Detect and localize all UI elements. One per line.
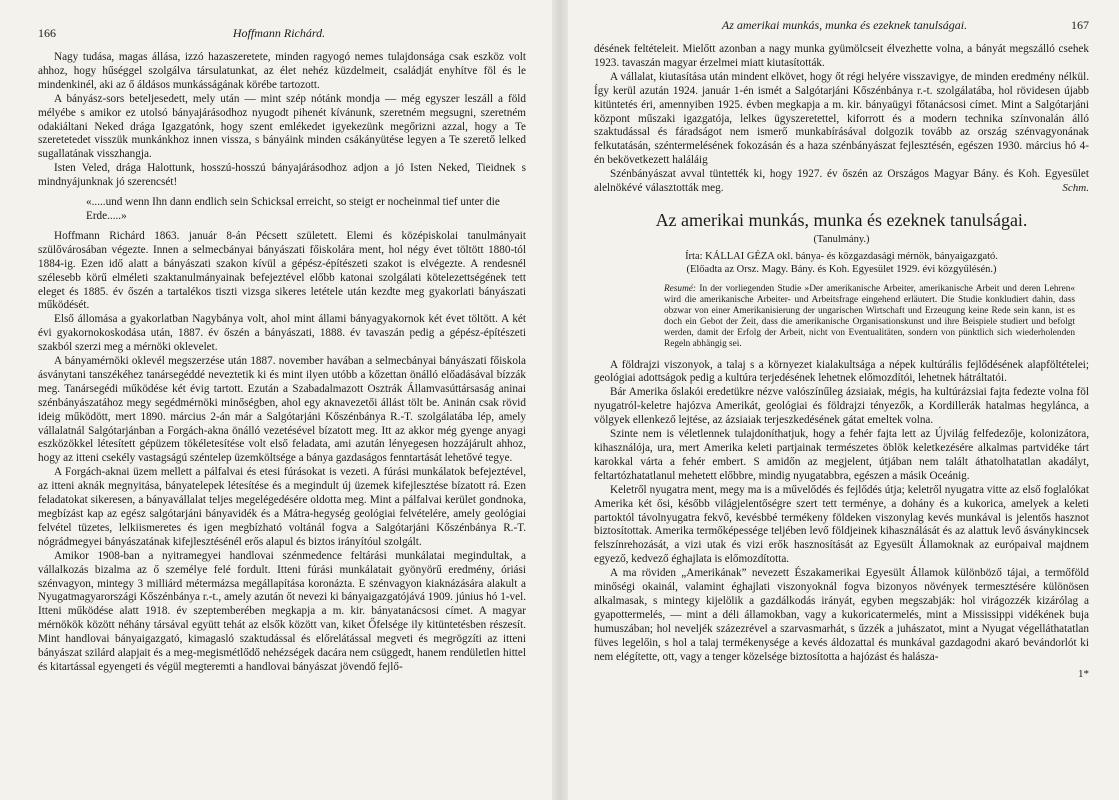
signature: Schm.: [1062, 182, 1089, 195]
article-title: Az amerikai munkás, munka és ezeknek tanulságai.: [655, 209, 1028, 230]
page-number-left: 166: [38, 26, 56, 40]
signature-mark: 1*: [1078, 668, 1089, 681]
paragraph: Keletről nyugatra ment, megy ma is a művelődés és fejlődés útja; keletről nyugatra vitte az első foglalókat Amerika két ősi, később világjelentőségre szert tett terménye, a dohány és a kukorica, amelyek a keleti partoktól távolnyugatra fekvő, kevésbbé termékeny földeken viszonylag kevés munkával is jelentős hasznot biztosítottak. Amerika termőképessége teljében levő földjeinek kihasználását és az alattuk levő ásványkincsek felszínrehozását, a vizi utak és vizi erők hasznosítását az Egyesült Államoknak az európaival majdnem egyező, kedvező éghajlata is előmozdította.: [594, 483, 1089, 566]
page-number-right: 167: [1071, 18, 1089, 32]
paragraph: A bányamérnöki oklevél megszerzése után 1887. november havában a selmecbányai bányászati főiskola ásványtani tanszékéhez tanársegéddé neveztetik ki és mint ilyen utóbb a kőzettan önálló előadásával bízzák meg. Tanársegédi működése két évig tartott. Ezután a Szabadalmazott Osztrák Államvasúttársaság aninai szénbányászatához megy segédmérnöki minőségben, ahol egy aknavezetői állást tölt be. Aninán csak rövid ideig működött, mert 1890. március 2-án már a Salgótarjáni Kőszénbánya R.-T. szolgálatába lép, amely vállalatnál Salgótarjánban a Forgách-akna önálló vezetésével bízatott meg. Itt az akkor még gyenge anyagi eszközökkel létesített gépüzem tökéletesítése volt első feladata, ami azután lényegesen hozzájárult ahhoz, hogy az itteni csekély vastagságú széntelep üzemköltsége a bánya gazdaságos fenntartását lehetővé tegye.: [38, 355, 526, 465]
paragraph: A vállalat, kiutasítása után mindent elkövet, hogy őt régi helyére visszavigye, de minden eredmény nélkül. Így kerül azután 1924. január 1-én ismét a Salgótarjáni Kőszénbánya r.-t. szolgálatába, hol rövidesen újabb kitüntetés éri, amennyiben 1925. évben megkapja a m. kir. bányaügyi főtanácsosi címet. Mint a Salgótarjáni központ műszaki igazgatója, lelkes ügyszeretettel, kiforrott és a modern technika színvonalán álló szaktudással és fáradságot nem ismerő munkabírásával dolgozik tovább az ország szénvagyonának felkutatásán, széntermelésének fokozásán és a haza szénbányászat fejlesztésén, egészen 1930. március hó 4-én bekövetkezett haláláig: [594, 70, 1089, 167]
running-head-left: Hoffmann Richárd.: [232, 26, 326, 40]
paragraph: Első állomása a gyakorlatban Nagybánya volt, ahol mint állami bányagyakornok két évet töltött. A két évi gyakornokoskodása után, 1887. év őszén a bányászati, 1888. év tavaszán pedig a gépész-építészeti szakból szerzi meg a mérnöki oklevelet.: [38, 313, 526, 354]
paragraph: A bányász-sors beteljesedett, mely után — mint szép nótánk mondja — még egyszer leszáll a föld mélyébe s amikor ez utolsó bányajárásodhoz nyugodt pihenét kívánunk, szeretném megsugni, szeretném odakiáltani Neked drága Igazgatónk, hogy szent emlékedet igyekezünk megőrizni azzal, hogy a Te szeretetedet visszük munkánkhoz innen vissza, s bányáink minden csákányütése legyen a Te szerető lelked sugallatának visszhangja.: [38, 92, 526, 161]
paragraph: Szénbányászat avval tüntették ki, hogy 1927. év őszén az Országos Magyar Bány. és Koh. Egyesület alelnökévé választották meg.: [594, 168, 1089, 195]
paragraph: Hoffmann Richárd 1863. január 8-án Pécsett született. Elemi és középiskolai tanulmányait szülővárosában végezte. Innen a selmecbányai bányászati főiskolára ment, hol négy évet töltött 1880-tól 1884-ig. Ezen idő alatt a bányászati szakon kívül a gépész-építészeti szakot is elvégezte. A rendesnél szélesebb körű elméleti szaktanulmányainak befejeztével előbb katonai szolgálati kötelezettségének tett eleget és 1885. év őszén a tartalékos tiszti vizsga sikeres letétele után kezdte meg gyakorlati bányászati működését.: [38, 229, 526, 312]
article-subtitle: (Tanulmány.): [813, 233, 870, 245]
article-author: Írta: KÁLLAI GÉZA okl. bánya- és közgazdasági mérnök, bányaigazgató.: [685, 250, 998, 262]
paragraph: désének feltételeit. Mielőtt azonban a nagy munka gyümölcseit élvezhette volna, a bányát megszálló csehek 1923. tavaszán magyar érzelmei miatt kiutasították.: [594, 43, 1089, 69]
article-note: (Előadta az Orsz. Magy. Bány. és Koh. Egyesület 1929. évi közgyűlésén.): [686, 263, 997, 275]
right-page: [560, 0, 1119, 800]
left-page-header: [38, 26, 526, 41]
paragraph: Szinte nem is véletlennek tulajdoníthatjuk, hogy a fehér fajta lett az Újvilág felfedezője, kolonizátora, kihasználója, ura, mert Amerika keleti partjainak természetes öblök keletkezésére alkalmas partvidéke tárt karokkal várta a fehér embert. S amidőn az megjelent, útjában nem talált áthatolhatatlan akadályt, feltartózhatatlanul mehetett előbbre, mindig nyugatabbra, egészen a másik Oceánig.: [594, 428, 1089, 482]
resume-label: Resumé:: [664, 283, 697, 294]
paragraph: A ma röviden „Amerikának” nevezett Északamerikai Egyesült Államok különböző tájai, a termőföld minőségi okainál, valamint éghajlati viszonyoknál fogva bizonyos növények termesztésére különösen alkalmasak, s mintegy kijelölik a gazdálkodás irányát, egyben megszabják: hol virágozzék kizárólag a gyapottermelés, — mint a déli államokban, vagy a kukoricatermelés, mint a Mississippi vidékének buja humuszában; hol neveljék százezrével a szarvasmarhát, s űzzék a juhászatot, mint a Nyugat végelláthatatlan füves legelőin, s hol a talaj termékenysége a kevés áldozattal és munkával gazdagodni akaró bevándorlót ki nem elégítette, ott, vagy a tenger közelsége biztosította a hajózást és halásza-: [594, 567, 1089, 663]
right-page-header: [594, 18, 1089, 33]
paragraph: Bár Amerika őslakói eredetükre nézve valószínűleg ázsiaiak, mégis, ha kultúrázsiai fajta fedezte volna föl nyugatról-keletre hajózva Amerikát, geológiai és földrajzi tényezők, a Kordillerák hatalmas hegyláncа, a völgyek ellenkező lejtése, az ázsiaiak terjeszkedésének gátat emeltek volna.: [594, 386, 1089, 427]
running-head-right: Az amerikai munkás, munka és ezeknek tanulságai.: [721, 18, 968, 32]
resume-text: In der vorliegenden Studie »Der amerikanische Arbeiter, amerikanische Arbeit und deren Lehren« wird die amerikanische Arbeiter- und Arbeitsfrage eingehend erläutert. Die Studie konkludiert dahin, dass obzwar von einer Amerikanisierung der ungarischen Wirtschaft und Erzeugung keine Rede sein kann, ist es doch ein Gebot der Zeit, dass die amerikanische Organisationskunst und ihre Beispiele studiert und befolgt werden, damit der Erfolg der Arbeit, nicht von Eventualitäten, sondern von pünktlich sich wiederholenden Regeln abhängig sei.: [664, 283, 1075, 350]
paragraph: Amikor 1908-ban a nyitramegyei handlovai szénmedence feltárási munkálatai megindultak, a vállalkozás bizalma az ő személye felé fordult. Itteni fúrási munkálatait gyönyörű eredmény, óriási szénvagyon, mintegy 3 milliárd métermázsa megállapítása koronázta. E szénvagyon kiaknázására alakult a Nyugatmagyarországi Kőszénbánya r.-t., amely azután őt nevezi ki bányaigazgatójává 1909. június hó 1-vel. Itteni működése alatt 1918. év szeptemberében megkapja a m. kir. bányatanácsosi címet. A magyar mérnökök között néhány társával együtt tehát az elsők között van, kiket Őfelsége ily kitüntetésben részesít. Mint handlovai bányaigazgató, kimagasló szaktudással és előrelátással megveti és megrögzíti az itteni bányászat szilárd alapjait és a meg-megismétlődő nehézségek dacára nem csüggedt, hanem rendületlen hittel és kitartással egyengeti és végül megteremti a handlovai bányászat jövendő fejlő-: [38, 549, 526, 673]
paragraph: A földrajzi viszonyok, a talaj s a környezet kialakultsága a népek kultúrális fejlődésének alapföltételei; geológiai adottságok pedig a kultúra terjedésének lehetnek előmozdítói, lehetnek hátráltatói.: [594, 358, 1089, 385]
resume-block: [664, 284, 1075, 351]
paragraph: Isten Veled, drága Halottunk, hosszú-hosszú bányajárásodhoz adjon a jó Isten Neked, Tieidnek s mindnyájunknak jó szerencsét!: [38, 162, 526, 189]
german-quote: «.....und wenn Ihn dann endlich sein Schicksal erreicht, so steigt er nocheinmal tief unter die Erde.....»: [86, 196, 500, 222]
paragraph: Nagy tudása, magas állása, izzó hazaszeretete, minden ragyogó nemes tulajdonsága csak eszköz volt ahhoz, hogy hűséggel szolgálva társulatunkat, az élet nehéz küzdelmeit, családját enyhítve föl és le mindenkinél, aki az ő áldásos munkásságának körébe tartozott.: [38, 51, 526, 91]
paragraph: A Forgách-aknai üzem mellett a pálfalvai és etesi fúrásokat is vezeti. A fúrási munkálatok befejeztével, az itteni aknák megnyitása, bányatelepek létesítése és a megindult új üzemek kifejlesztése bízatott rá. Ezen feladatokat sikeresen, a bányavállalat teljes megelégedésére oldotta meg. Mint a pálfalvai kerület gondnoka, megbízást kap az egész salgótarjáni bányavidék és a Mátra-hegység geológiai felvételére, amely geológiai felvétel tüzetes, lelkiismeretes és igen megbízható voltánál fogva a Salgótarjáni Kőszénbánya R.-T. nógrádmegyei bányászatának kifejlesztésénél erős alapul és biztos irányítóul szolgált.: [38, 466, 526, 548]
